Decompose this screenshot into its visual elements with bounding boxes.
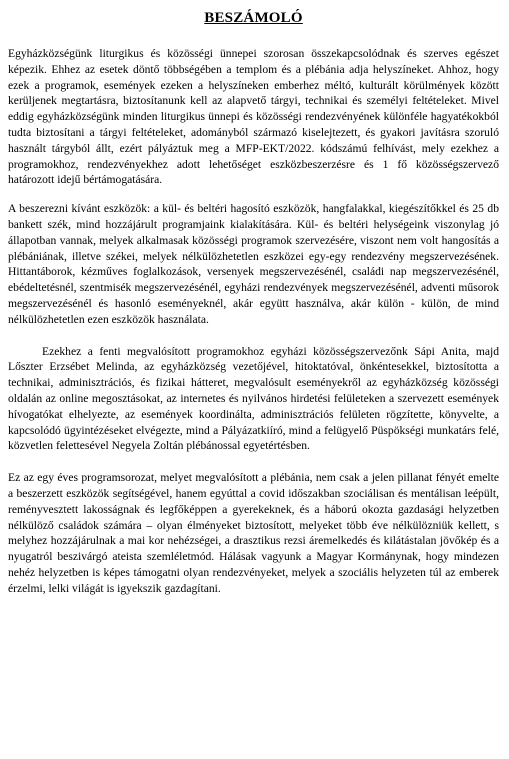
paragraph-intro: Egyházközségünk liturgikus és közösségi ünnepei szorosan összekapcsolódnak és szerves egészet képezik. Ehhez az esetek döntő többségében a templom és a plébánia adja helyszíneket. Ahhoz, hogy ezek a programok, események ezeken a helyszíneken emberhez méltó, kulturált körülmények között kerüljenek megtartásra, biztosítanunk kell az alapvető tárgyi, technikai és személyi feltételeket. Mivel eddig egyházközségünk minden liturgikus ünnepi és közösségi rendezvényének különféle hagyatékokból tudta biztosítani a tárgyi feltételeket, adományból származó kiselejtezett, és gyakori javításra szoruló használt tárgyból állt, ezért pályáztuk meg a MFP-EKT/2022. kódszámú felhívást, mely ezekhez a programokhoz, rendezvényekhez adott lehetőséget eszközbeszerzésre és 1 fő közösségszervező határozott idejű bértámogatására. (8, 47, 502, 187)
paragraph-spacer (8, 328, 499, 344)
document-title: BESZÁMOLÓ (204, 10, 303, 26)
paragraph-spacer (8, 188, 499, 201)
paragraph-spacer (8, 454, 499, 470)
paragraph-organizer: Ezekhez a fenti megvalósított programokhoz egyházi közösségszervezőnk Sápi Anita, majd Lőszter Erzsébet Melinda, az egyházközség vezetőjével, hitoktatóval, önkéntesekkel, biztosította a technikai, adminisztrációs, és fizikai hátteret, megvalósult eseményekről az egyházközség közösségi oldalán az online megosztásokat, az internetes és nyilvános hirdetési felületeken a szervezett események hívogatókat elhelyezte, az események koordinálta, adminisztrációs felületen rögzítette, könyvelte, a kapcsolódó ügyintézéseket elvégezte, mind a Pályázatkiíró, mind a felügyelő Püspökségi munkatárs felé, közvetlen felettesével Negyela Zoltán plébánossal egyetértésben. (8, 344, 502, 453)
paragraph-summary: Ez az egy éves programsorozat, melyet megvalósított a plébánia, nem csak a jelen pillanat fényét emelte a beszerzett eszközök segítségével, hanem egyúttal a covid időszakban szociálisan és mentálisan leépült, reményvesztett lakosságnak és legfőképpen a gyerekeknek, és a háború okozta gazdasági helyzetben nélkülöző családok számára – olyan élményeket biztosított, melyeket több éve nélkülözniük kellett, s melyhez hozzájárulnak a mai kor nehézségei, a drasztikus rezsi áremelkedés és kilátástalan jövőkép és a nyugatról beszivárgó ateista szemléletmód. Hálásak vagyunk a Magyar Kormánynak, hogy mindezen nehéz helyzetben is képes támogatni olyan rendezvényeket, melyek a szociális helyzeten túl az emberek érzelmi, lelki világát is igyekszik gazdagítani. (8, 471, 502, 595)
paragraph-equipment: A beszerezni kívánt eszközök: a kül- és beltéri hagosító eszközök, hangfalakkal, kiegészítőkkel és 25 db bankett szék, mind hozzájárult programjaink kialakítására. Kül- és beltéri helységeink viszonylag jó állapotban vannak, melyek alkalmasak közösségi programok szervezésére, viszont nem volt hangosítás a plébániának, illetve székei, melyek nélkülözhetetlen eszközei egy-egy rendezvény megszervezésének. Hittantáborok, kézműves foglalkozások, versenyek megszervezésénél, családi nap megszervezésénél, ebédeltetésnél, szentmisék megszervezésénél, egyházi rendezvények megszervezésénél, adventi műsorok megszervezésénél és hasonló eseményeknél, akár együtt használva, akár külön - külön, de mind nélkülözhetetlen ezen eszközök használata. (8, 202, 502, 326)
